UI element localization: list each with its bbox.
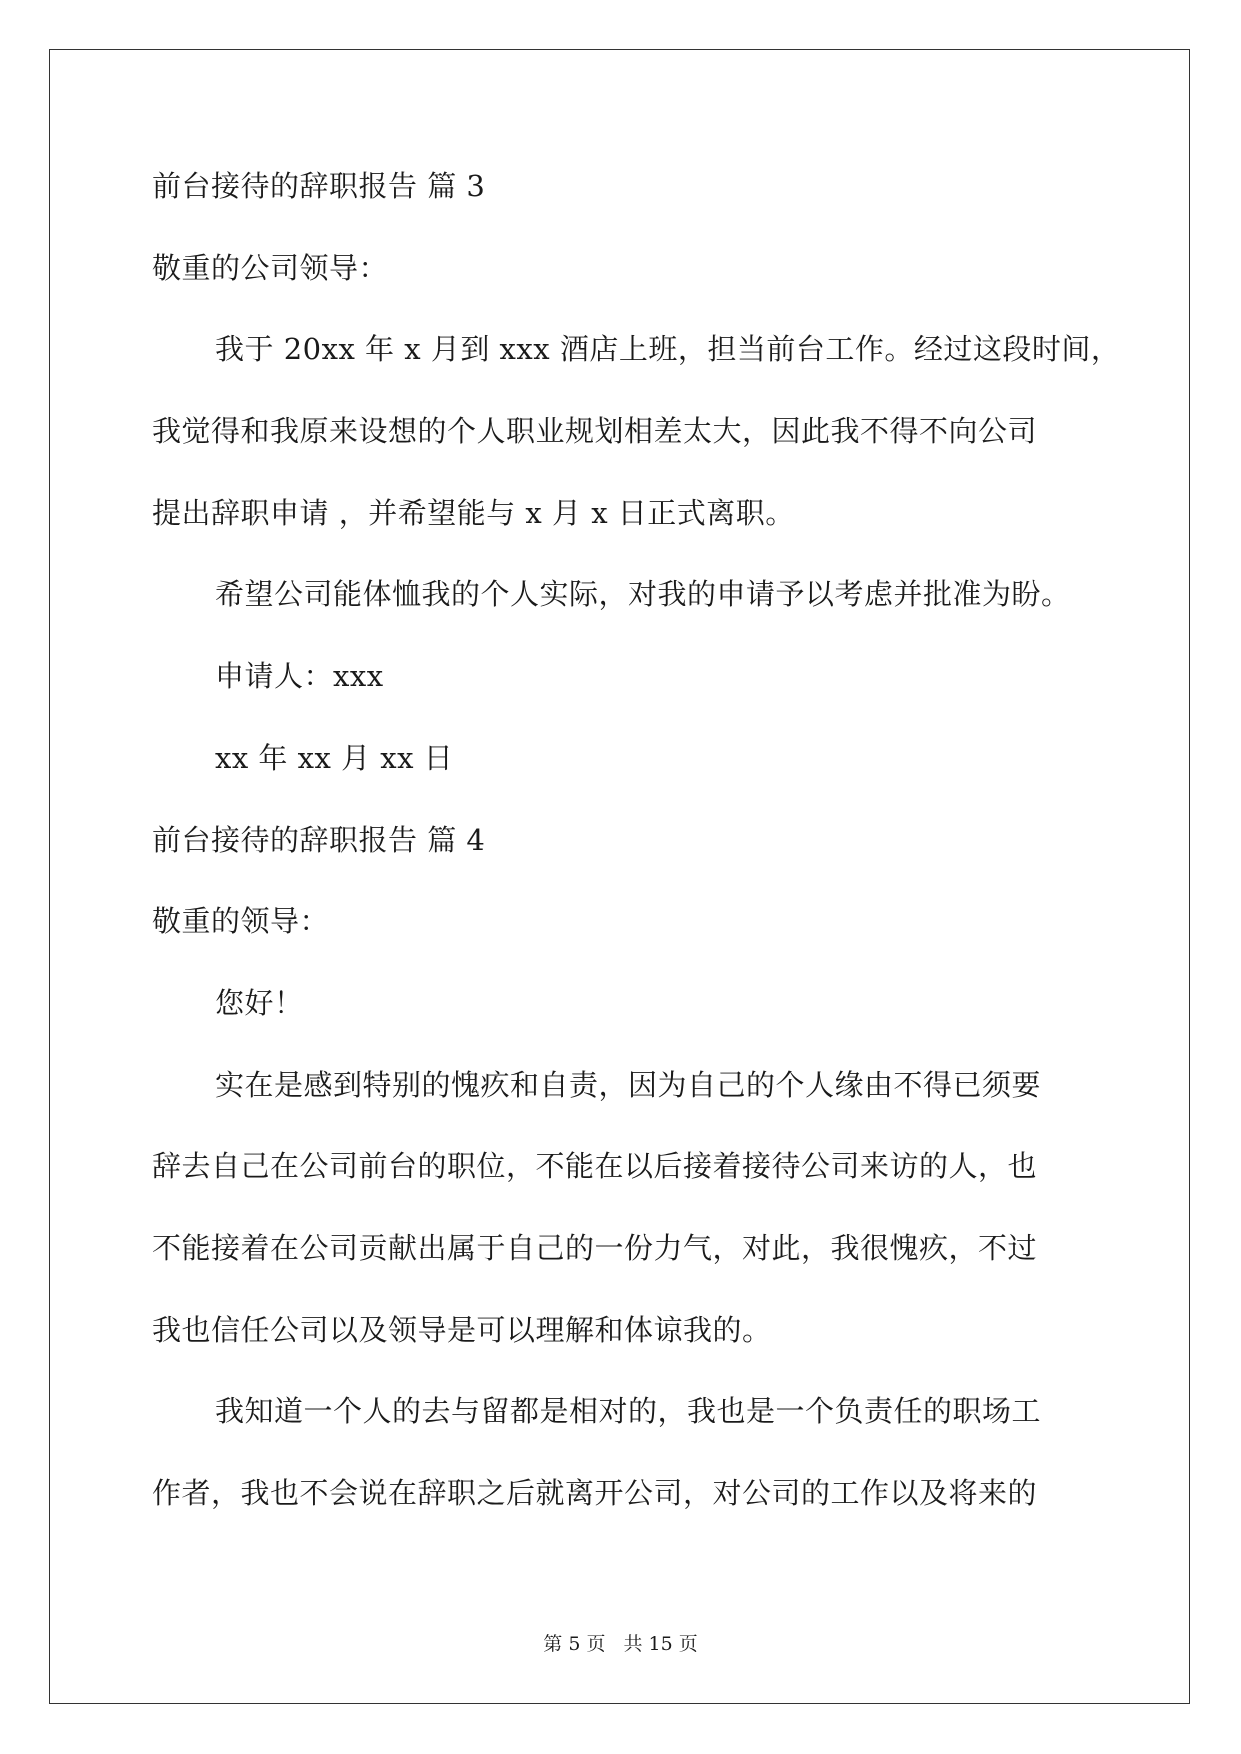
total-pages: 共 15 页 [623,1633,698,1655]
paragraph-line: 我觉得和我原来设想的个人职业规划相差太大，因此我不得不向公司 [152,414,1038,449]
paragraph-line: 我知道一个人的去与留都是相对的，我也是一个负责任的职场工 [215,1394,1042,1429]
paragraph-line: 作者，我也不会说在辞职之后就离开公司，对公司的工作以及将来的 [152,1476,1038,1510]
page-footer [0,1632,1241,1656]
paragraph-line: 不能接着在公司贡献出属于自己的一份力气，对此，我很愧疚，不过 [152,1230,1038,1265]
paragraph-line: 提出辞职申请 ，并希望能与 x 月 x 日正式离职。 [152,495,795,530]
section-heading-3: 前台接待的辞职报告 篇 3 [152,169,486,203]
date-line: xx 年 xx 月 xx 日 [215,740,454,775]
salutation: 敬重的公司领导： [152,250,389,285]
paragraph-line: 实在是感到特别的愧疚和自责，因为自己的个人缘由不得已须要 [215,1067,1042,1102]
paragraph-line: 希望公司能体恤我的个人实际，对我的申请予以考虑并批准为盼。 [215,577,1071,612]
applicant-line: 申请人：xxx [215,659,384,694]
document-body [152,166,1121,1555]
paragraph-line: 我也信任公司以及领导是可以理解和体谅我的。 [152,1312,772,1347]
greeting: 您好！ [215,985,304,1020]
current-page-number: 第 5 页 [543,1633,606,1655]
salutation: 敬重的领导： [152,904,330,939]
section-heading-4: 前台接待的辞职报告 篇 4 [152,822,486,857]
paragraph-line: 我于 20xx 年 x 月到 xxx 酒店上班，担当前台工作。经过这段时间， [215,332,1121,367]
paragraph-line: 辞去自己在公司前台的职位，不能在以后接着接待公司来访的人，也 [152,1149,1038,1184]
